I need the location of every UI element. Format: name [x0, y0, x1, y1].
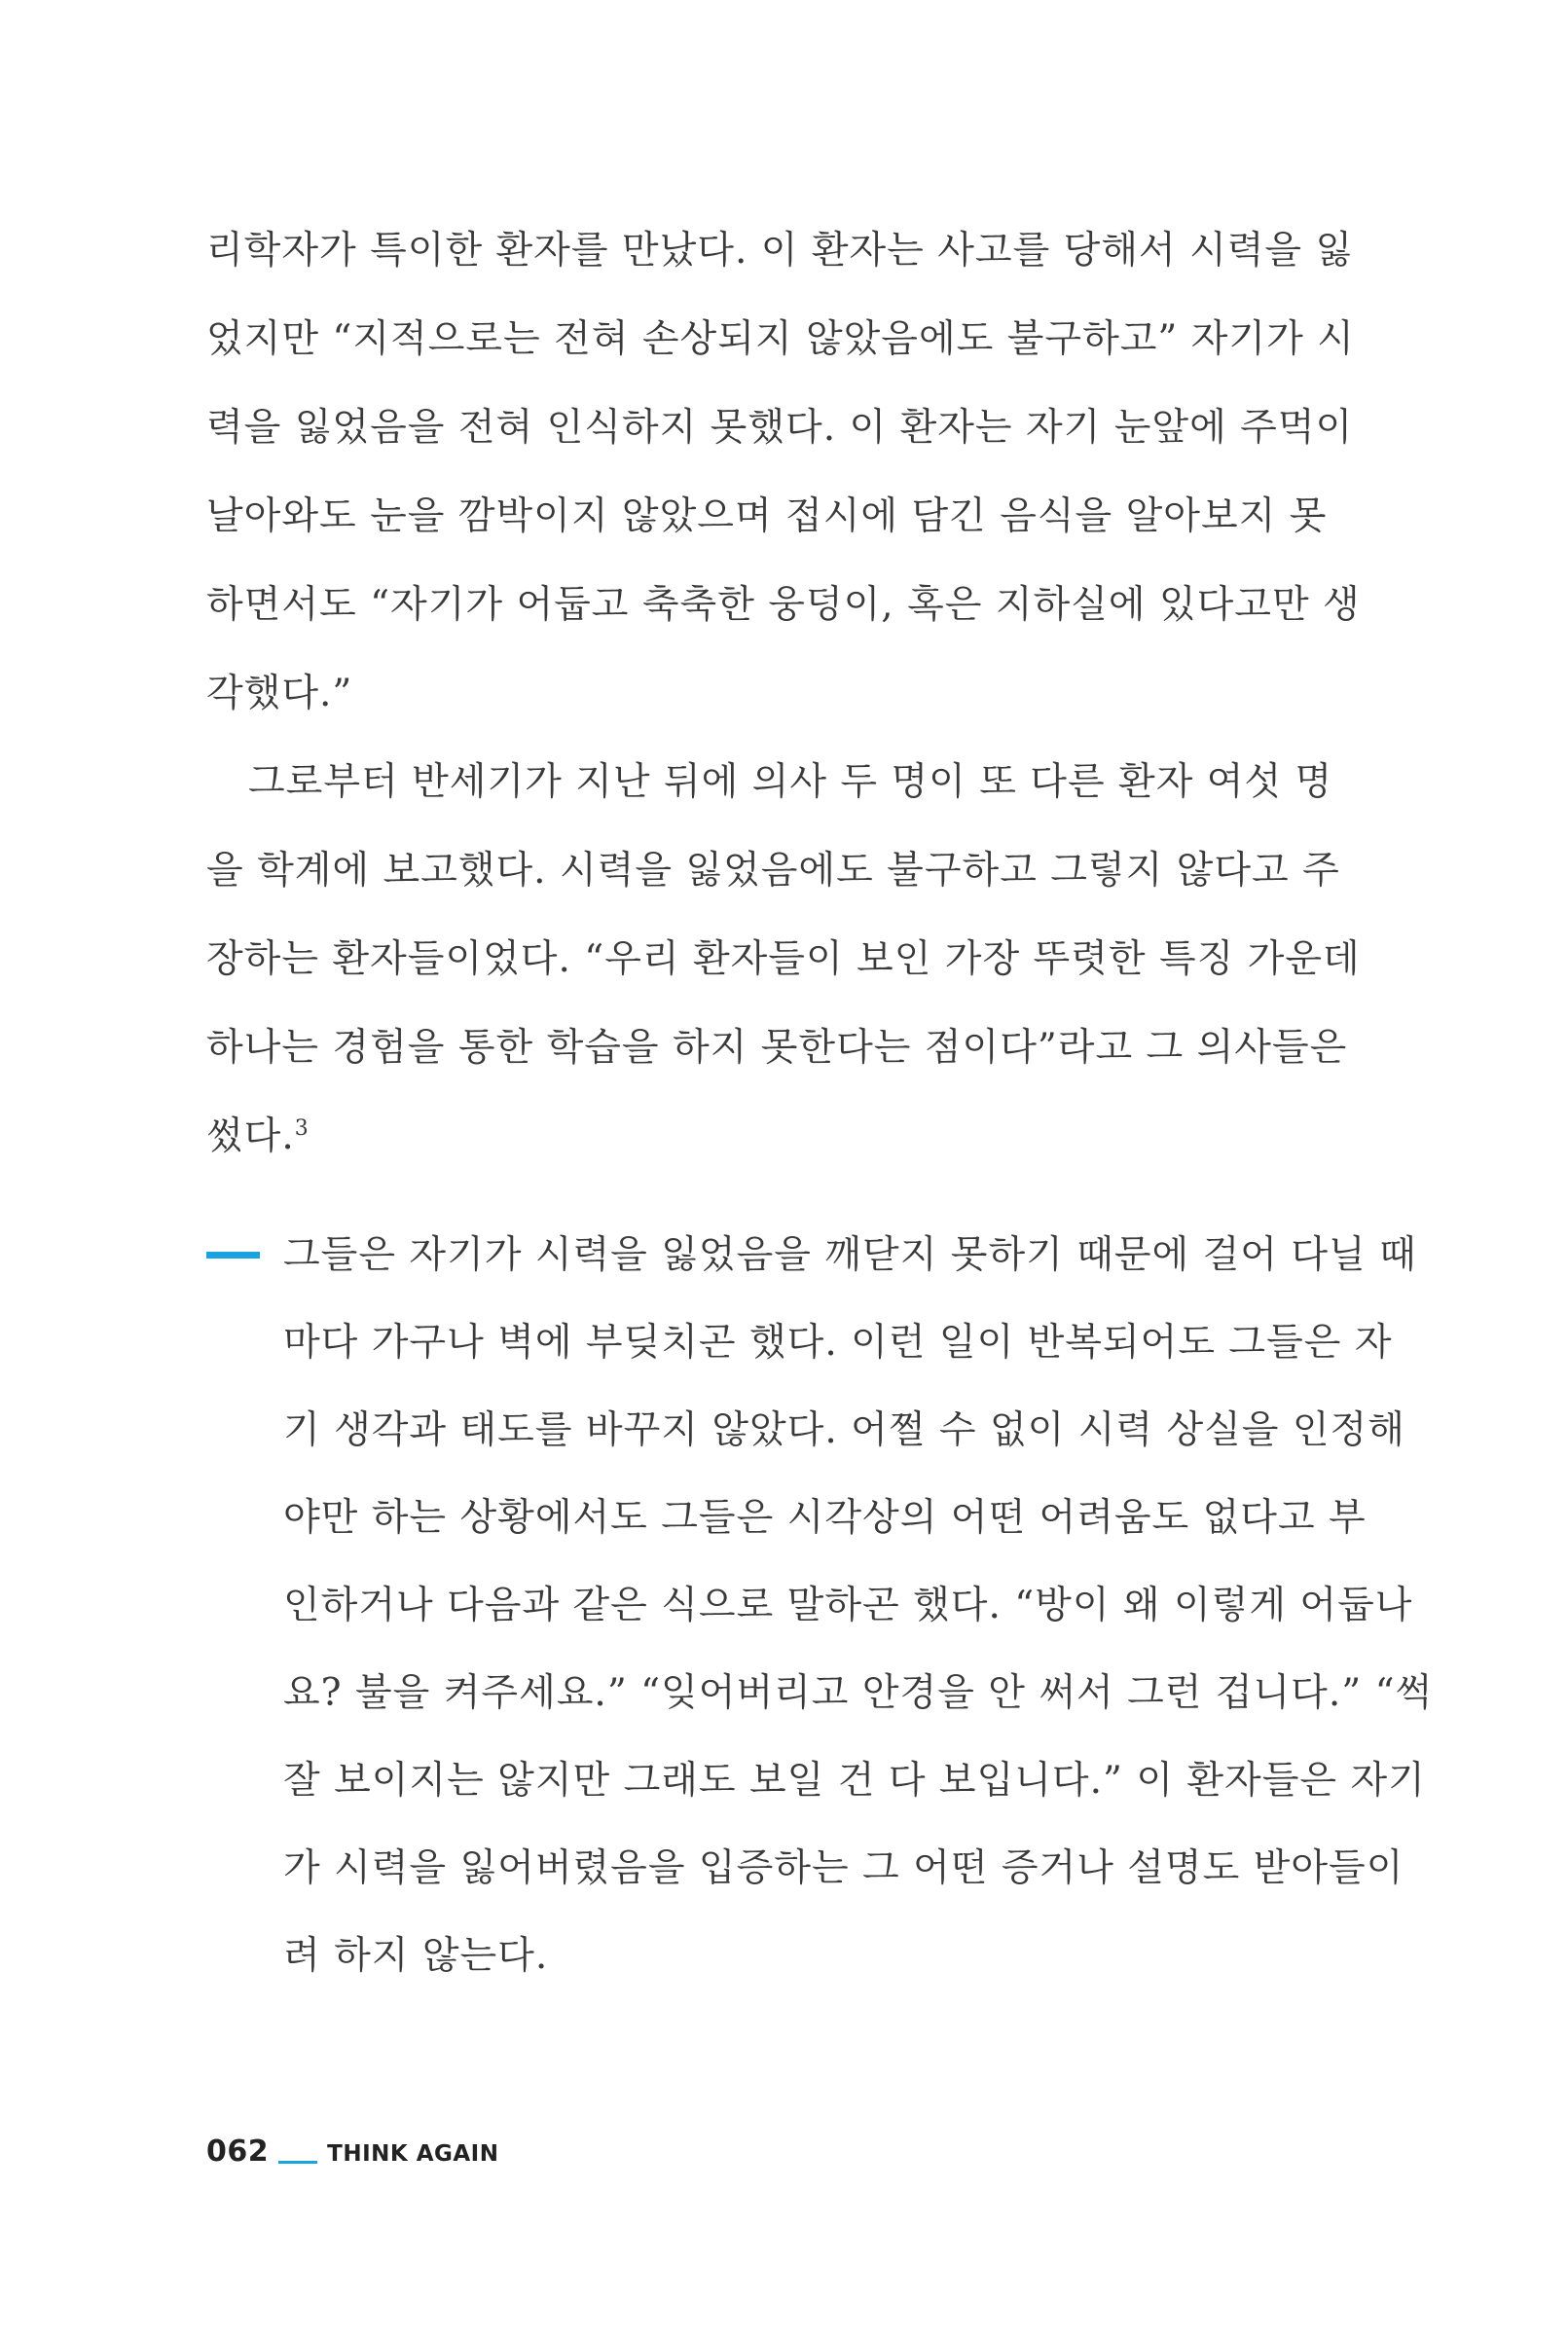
paragraph-line-with-footnote [206, 1092, 1277, 1181]
footer-rule [278, 2161, 317, 2164]
page-number: 062 [206, 2135, 270, 2169]
quote-line: 려 하지 않는다. [283, 1934, 549, 1978]
quote-dash-marker [206, 1252, 260, 1259]
quote-line: 야만 하는 상황에서도 그들은 시각상의 어떤 어려움도 없다고 부 [283, 1496, 1367, 1540]
paragraph-line: 하면서도 “자기가 어둡고 축축한 웅덩이, 혹은 지하실에 있다고만 생 [206, 583, 1361, 627]
quote-line: 마다 가구나 벽에 부딪치곤 했다. 이런 일이 반복되어도 그들은 자 [283, 1321, 1393, 1365]
paragraph-line: 그로부터 반세기가 지난 뒤에 의사 두 명이 또 다른 환자 여섯 명 [248, 760, 1333, 804]
paragraph-line: 력을 잃었음을 전혀 인식하지 못했다. 이 환자는 자기 눈앞에 주먹이 [206, 406, 1354, 450]
running-title: THINK AGAIN [327, 2141, 499, 2167]
paragraph-line: 날아와도 눈을 깜박이지 않았으며 접시에 담긴 음식을 알아보지 못 [206, 494, 1328, 538]
quote-line: 가 시력을 잃어버렸음을 입증하는 그 어떤 증거나 설명도 받아들이 [283, 1846, 1404, 1890]
paragraph-line: 었지만 “지적으로는 전혀 손상되지 않았음에도 불구하고” 자기가 시 [206, 317, 1355, 361]
main-body-text [206, 206, 1361, 1181]
quote-line: 그들은 자기가 시력을 잃었음을 깨닫지 못하기 때문에 걸어 다닐 때 [283, 1233, 1417, 1277]
paragraph-line: 장하는 환자들이었다. “우리 환자들이 보인 가장 뚜렷한 특징 가운데 [206, 937, 1361, 981]
quote-text [283, 1212, 1434, 2000]
page-footer [206, 2130, 499, 2169]
paragraph-line-text: 썼다. [206, 1114, 295, 1158]
footnote-marker: 3 [294, 1116, 310, 1141]
quote-line: 잘 보이지는 않지만 그래도 보일 건 다 보입니다.” 이 환자들은 자기 [283, 1759, 1426, 1803]
paragraph-line: 각했다.” [206, 672, 353, 715]
paragraph-line: 리학자가 특이한 환자를 만났다. 이 환자는 사고를 당해서 시력을 잃 [206, 229, 1354, 273]
quote-line: 요? 불을 켜주세요.” “잊어버리고 안경을 안 써서 그런 겁니다.” “썩 [283, 1671, 1434, 1715]
paragraph-line: 을 학계에 보고했다. 시력을 잃었음에도 불구하고 그렇지 않다고 주 [206, 849, 1340, 893]
quote-line: 인하거나 다음과 같은 식으로 말하곤 했다. “방이 왜 이렇게 어둡나 [283, 1584, 1413, 1627]
quote-line: 기 생각과 태도를 바꾸지 않았다. 어쩔 수 없이 시력 상실을 인정해 [283, 1408, 1405, 1452]
paragraph-line: 하나는 경험을 통한 학습을 하지 못한다는 점이다”라고 그 의사들은 [206, 1026, 1348, 1070]
